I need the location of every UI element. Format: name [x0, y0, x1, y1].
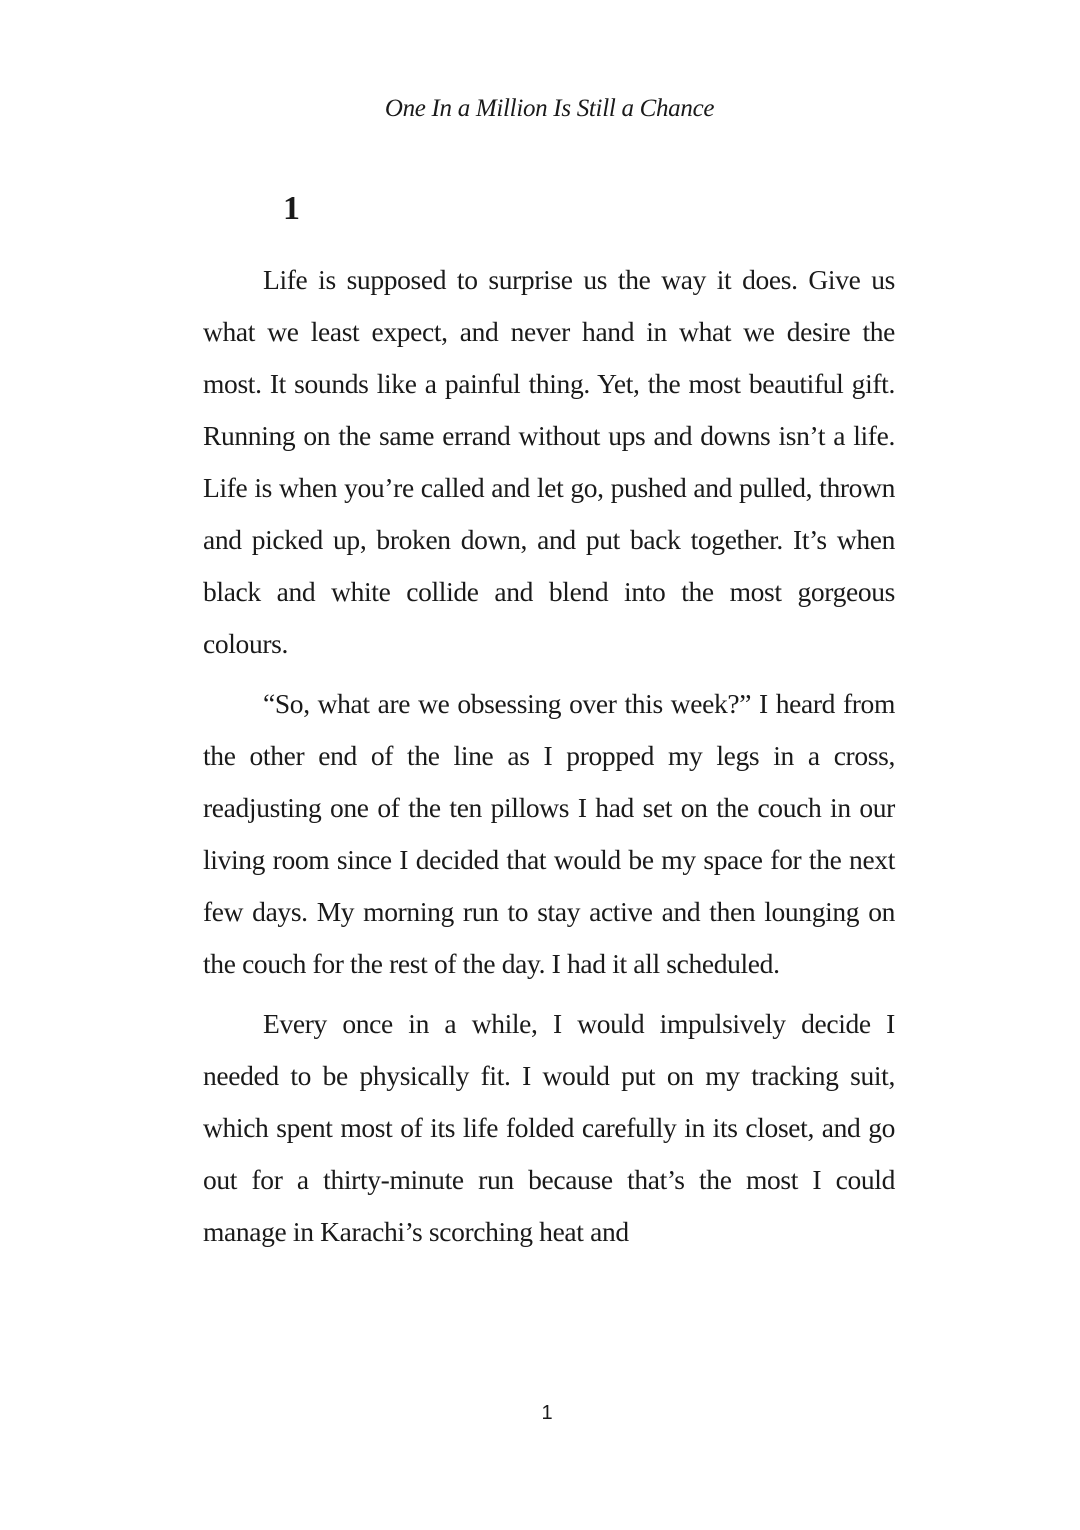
paragraph-3: Every once in a while, I would impulsively decide I needed to be physically fit. I would put on my tracking suit, which spent most of its life folded carefully in its closet, and go out for a thirty-minute run because that’s the most I could manage in Karachi’s scorching heat and — [203, 1008, 895, 1247]
running-header: One In a Million Is Still a Chance — [384, 95, 715, 122]
body-text — [203, 254, 895, 1266]
paragraph-2: “So, what are we obsessing over this week?” I heard from the other end of the line as I propped my legs in a cross, readjusting one of the ten pillows I had set on the couch in our living room since I decided that would be my space for the next few days. My morning run to stay active and then lounging on the couch for the rest of the day. I had it all scheduled. — [203, 688, 895, 979]
page-number: 1 — [541, 1402, 553, 1424]
chapter-number: 1 — [283, 190, 300, 227]
paragraph-1: Life is supposed to surprise us the way it does. Give us what we least expect, and never hand in what we desire the most. It sounds like a painful thing. Yet, the most beautiful gift. Running on the same errand without ups and downs isn’t a life. Life is when you’re called and let go, pushed and pulled, thrown and picked up, broken down, and put back together. It’s when black and white collide and blend into the most gorgeous colours. — [203, 264, 895, 659]
